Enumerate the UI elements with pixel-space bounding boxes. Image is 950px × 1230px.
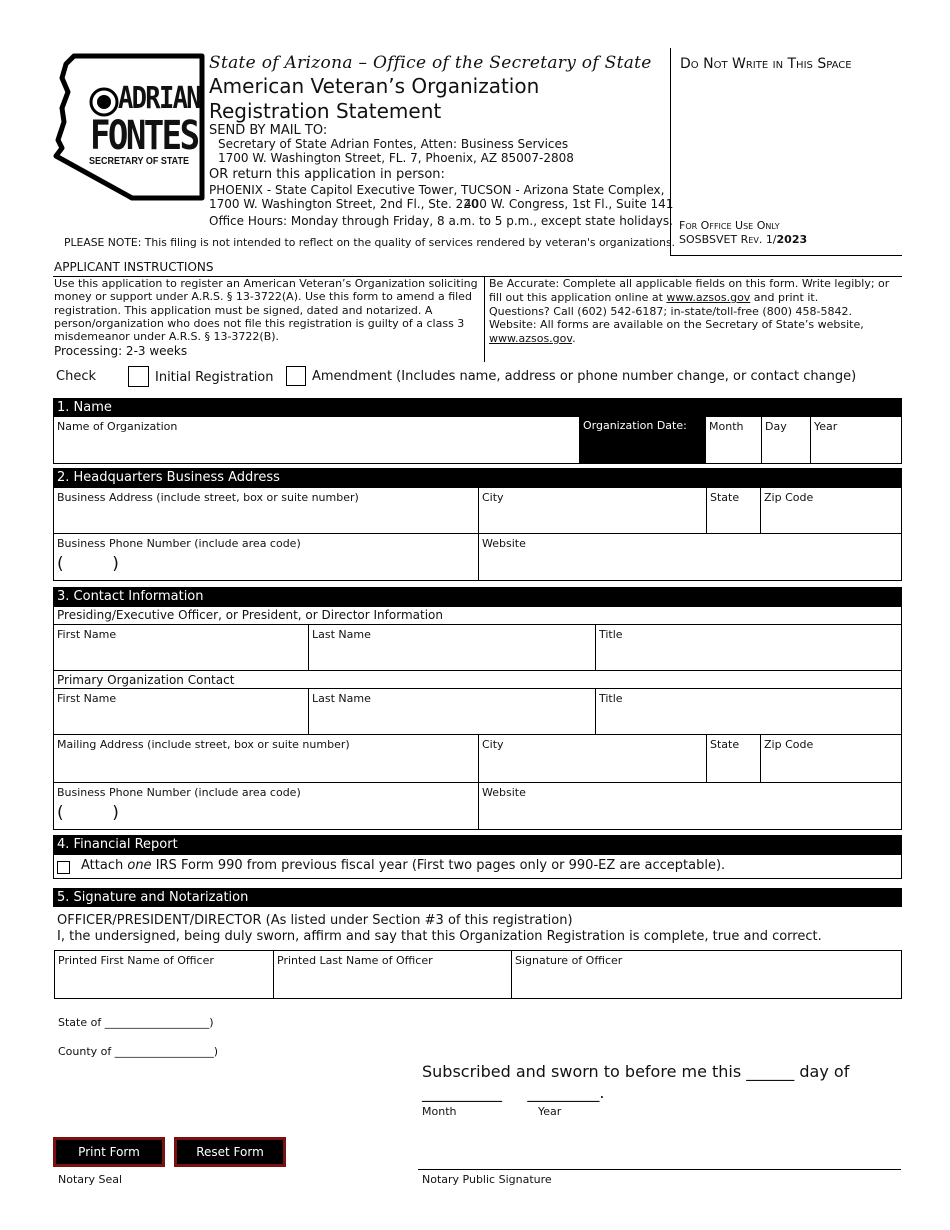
check-label: Check [56,369,96,384]
send-by-mail-label: SEND BY MAIL TO: [209,123,328,138]
processing-time: Processing: 2-3 weeks [54,344,188,358]
instructions-divider [484,276,485,362]
hq-state-input[interactable] [707,509,760,533]
instructions-left-text: Use this application to register an American Veteran’s Organization soliciting money or support under A.R.S. § 13-3722(A). Use this form to amend a filed registration. This application must be signed, dated and notarized. A person/organization who does not file this registration is guilty of a class 3 misdemeanor under A.R.S. § 13-3722(B). [54,277,478,344]
tucson-line2: 400 W. Congress, 1st Fl., Suite 141 [464,197,674,211]
office-use-label: For Office Use Only [679,219,780,232]
attach-prefix: Attach [81,858,128,873]
officer-title-input[interactable] [596,646,901,670]
contact-state-input[interactable] [707,758,760,782]
form-id [679,233,807,246]
contact-city-label: City [482,738,504,751]
subscribed-text: Subscribed and sworn to before me this ______ day of [422,1062,850,1081]
financial-report-checkbox[interactable] [57,861,70,874]
officer-signature-label: Signature of Officer [515,954,623,967]
attach-suffix: IRS Form 990 from previous fiscal year (First two pages only or 990-EZ are acceptable). [151,858,726,873]
contact-first-input[interactable] [54,710,308,734]
section2-header: 2. Headquarters Business Address [53,468,902,487]
org-date-label-cell [579,416,706,464]
section5-header: 5. Signature and Notarization [53,888,902,907]
notary-month-label: Month [422,1105,457,1118]
officer-signature-field[interactable] [511,950,902,999]
officer-heading: OFFICER/PRESIDENT/DIRECTOR (As listed under Section #3 of this registration) [57,913,573,928]
mailing-address-input[interactable] [54,758,478,782]
logo-name-line1: ADRIAN [118,81,200,116]
org-name-label: Name of Organization [57,420,178,433]
logo-name-line2: FONTES [90,113,198,159]
state-of-line[interactable]: State of ___________________) [58,1016,214,1029]
officer-first-input[interactable] [54,646,308,670]
hq-state-field[interactable] [706,487,761,534]
officer-last-label: Last Name [312,628,371,641]
form-title-line2: Registration Statement [209,99,442,123]
amendment-label: Amendment (Includes name, address or phone number change, or contact change) [312,369,857,384]
officer-last-input[interactable] [309,646,595,670]
org-date-label: Organization Date: [583,419,687,432]
contact-last-input[interactable] [309,710,595,734]
mail-address-line2: 1700 W. Washington Street, FL. 7, Phoenix, AZ 85007-2808 [218,151,574,165]
county-of-line[interactable]: County of __________________) [58,1045,219,1058]
reset-form-button[interactable]: Reset Form [174,1137,286,1167]
officer-first-label: First Name [57,628,117,641]
office-use-box [670,48,902,256]
office-hours: Office Hours: Monday through Friday, 8 a.m. to 5 p.m., except state holidays. [209,214,673,228]
accurate-text: Be Accurate: Complete all applicable fields on this form. Write legibly; or fill out this application online at [489,277,890,304]
hq-website-field[interactable] [478,533,902,581]
officer-title-field[interactable] [595,624,902,671]
hq-zip-field[interactable] [760,487,902,534]
org-month-input[interactable] [706,439,761,463]
contact-phone-label: Business Phone Number (include area code) [57,786,301,799]
hq-city-field[interactable] [478,487,707,534]
contact-zip-field[interactable] [760,734,902,783]
month-label: Month [709,420,744,433]
contact-website-input[interactable] [479,805,901,829]
subscribed-blanks[interactable]: __________ _________. [422,1083,605,1102]
printed-last-field[interactable] [273,950,512,999]
tucson-line1: TUCSON - Arizona State Complex, [461,183,665,197]
phoenix-line1: PHOENIX - State Capitol Executive Tower, [209,183,458,197]
org-name-input[interactable] [54,439,580,463]
contact-first-label: First Name [57,692,117,705]
hq-website-input[interactable] [479,556,901,580]
oath-text: I, the undersigned, being duly sworn, affirm and say that this Organization Registration is complete, true and correct. [57,929,822,944]
officer-last-field[interactable] [308,624,596,671]
notary-year-label: Year [538,1105,562,1118]
contact-phone-input[interactable] [114,805,478,829]
contact-website-field[interactable] [478,782,902,830]
year-label: Year [814,420,838,433]
printed-last-input[interactable] [274,974,511,998]
azsos-link-2[interactable]: www.azsos.gov [489,332,573,346]
do-not-write-label: Do Not Write in This Space [680,56,852,72]
contact-zip-input[interactable] [761,758,901,782]
primary-label: Primary Organization Contact [57,673,235,687]
instructions-heading: APPLICANT INSTRUCTIONS [54,260,214,274]
please-note: PLEASE NOTE: This filing is not intended to reflect on the quality of services rendered by veteran's organizations. [64,236,676,249]
initial-registration-checkbox[interactable] [128,366,149,387]
print-form-button[interactable]: Print Form [53,1137,165,1167]
contact-title-input[interactable] [596,710,901,734]
contact-title-field[interactable] [595,688,902,735]
in-person-label: OR return this application in person: [209,167,445,182]
notary-signature-label: Notary Public Signature [422,1173,552,1186]
arizona-logo [52,52,206,202]
hq-state-label: State [710,491,740,504]
org-day-field[interactable] [761,416,811,464]
initial-registration-label: Initial Registration [155,370,274,385]
printed-first-input[interactable] [55,974,273,998]
primary-subheader [53,670,902,689]
contact-last-label: Last Name [312,692,371,705]
officer-title-label: Title [599,628,623,641]
accurate-suffix: and print it. [750,290,819,304]
contact-title-label: Title [599,692,623,705]
section3-header: 3. Contact Information [53,587,902,606]
instructions-right-text [489,277,899,346]
org-day-input[interactable] [762,439,810,463]
contact-website-label: Website [482,786,526,799]
hq-address-field[interactable] [53,487,479,534]
logo-name-line3: SECRETARY OF STATE [89,156,190,167]
hq-phone-paren: ( ) [57,554,119,574]
contact-phone-paren: ( ) [57,803,119,823]
form-id-text: SOSBSVET Rev. 1/ [679,233,777,246]
hq-city-input[interactable] [479,509,706,533]
officer-first-field[interactable] [53,624,309,671]
hq-zip-input[interactable] [761,509,901,533]
presiding-label: Presiding/Executive Officer, or President, or Director Information [57,608,443,622]
contact-zip-label: Zip Code [764,738,814,751]
printed-first-field[interactable] [54,950,274,999]
hq-zip-label: Zip Code [764,491,814,504]
printed-first-label: Printed First Name of Officer [58,954,214,967]
printed-last-label: Printed Last Name of Officer [277,954,433,967]
hq-address-label: Business Address (include street, box or suite number) [57,491,359,504]
mailing-address-label: Mailing Address (include street, box or suite number) [57,738,350,751]
section1-header: 1. Name [53,398,902,417]
questions-text: Questions? Call (602) 542-6187; in-state/toll-free (800) 458-5842. [489,304,852,318]
notary-seal-label: Notary Seal [58,1173,123,1186]
contact-city-input[interactable] [479,758,706,782]
contact-state-label: State [710,738,740,751]
website-text: Website: All forms are available on the Secretary of State’s website, [489,318,864,332]
phoenix-line2: 1700 W. Washington Street, 2nd Fl., Ste. 220 [209,197,479,211]
hq-phone-label: Business Phone Number (include area code) [57,537,301,550]
presiding-subheader [53,606,902,625]
website-suffix: . [572,332,576,346]
hq-address-input[interactable] [54,509,478,533]
org-year-field[interactable] [810,416,902,464]
azsos-link-1[interactable]: www.azsos.gov [666,290,751,304]
financial-report-row [53,854,902,879]
org-month-field[interactable] [705,416,762,464]
contact-last-field[interactable] [308,688,596,735]
org-name-field[interactable] [53,416,581,464]
contact-first-field[interactable] [53,688,309,735]
mailing-address-field[interactable] [53,734,479,783]
amendment-checkbox[interactable] [286,366,306,386]
mail-address-line1: Secretary of State Adrian Fontes, Atten: Business Services [218,137,569,151]
hq-phone-input[interactable] [114,556,478,580]
form-year: 2023 [776,233,808,246]
attach-one: one [127,858,152,873]
contact-phone-field[interactable] [53,782,479,830]
hq-website-label: Website [482,537,526,550]
notary-signature-rule [418,1169,901,1170]
section4-header: 4. Financial Report [53,835,902,854]
org-year-input[interactable] [811,439,901,463]
hq-phone-field[interactable] [53,533,479,581]
contact-city-field[interactable] [478,734,707,783]
form-title-line1: American Veteran’s Organization [209,74,540,98]
contact-state-field[interactable] [706,734,761,783]
hq-city-label: City [482,491,504,504]
day-label: Day [765,420,787,433]
agency-line: State of Arizona – Office of the Secretary of State [209,53,652,73]
